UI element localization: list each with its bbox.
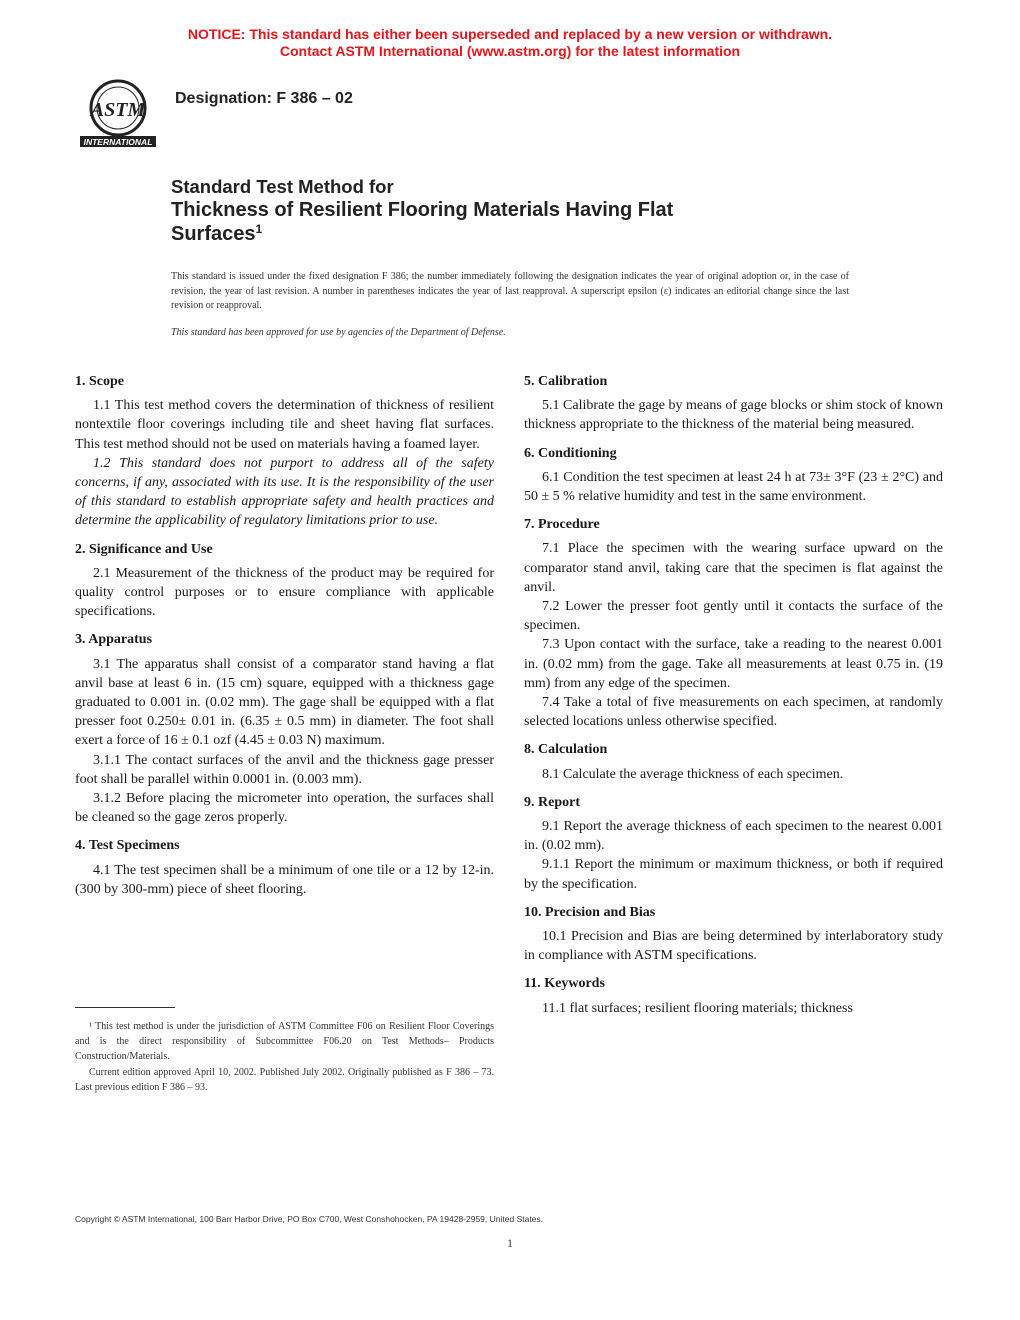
issuance-statement: This standard is issued under the fixed designation F 386; the number immediately following the designation indicates the year of original adoption or, in the case of revision, the year of last revision. A number in parentheses indicates the year of last reapproval. A superscript epsilon (ε) indicates an editorial change since the last revision or reapproval. xyxy=(171,271,849,312)
section-heading: 10. Precision and Bias xyxy=(524,904,656,920)
section-heading: 7. Procedure xyxy=(524,517,600,533)
title-line-2: Thickness of Resilient Flooring Materials Having Flat xyxy=(171,199,674,221)
paragraph: 3.1.2 Before placing the micrometer into operation, the surfaces shall be cleaned so the gage zeros properly. xyxy=(75,791,494,826)
astm-logo-bottom-text: INTERNATIONAL xyxy=(83,137,153,147)
paragraph: 10.1 Precision and Bias are being determined by interlaboratory study in compliance with ASTM specifications. xyxy=(524,929,943,964)
section-calibration xyxy=(524,372,943,435)
title-line-3 xyxy=(171,222,871,246)
astm-logo-icon xyxy=(76,76,160,152)
section-heading: 8. Calculation xyxy=(524,742,608,758)
title-line-1: Standard Test Method for xyxy=(171,176,394,197)
paragraph: 2.1 Measurement of the thickness of the product may be required for quality control purposes or to ensure compliance with applicable specifications. xyxy=(75,565,494,620)
section-test-specimens xyxy=(75,836,494,899)
notice-line-2: Contact ASTM International (www.astm.org) for the latest information xyxy=(279,43,741,59)
section-procedure xyxy=(524,515,943,731)
section-heading: 3. Apparatus xyxy=(75,632,153,648)
section-heading: 4. Test Specimens xyxy=(75,838,180,854)
left-column xyxy=(75,372,494,908)
section-heading: 11. Keywords xyxy=(524,976,605,992)
right-column xyxy=(524,372,943,1027)
section-keywords xyxy=(524,974,943,1017)
section-heading: 2. Significance and Use xyxy=(75,541,213,557)
section-precision-bias xyxy=(524,903,943,966)
section-heading: 6. Conditioning xyxy=(524,445,617,461)
paragraph: 6.1 Condition the test specimen at least 24 h at 73± 3°F (23 ± 2°C) and 50 ± 5 % relative humidity and test in the same environment. xyxy=(524,469,943,505)
title-line-3-text: Surfaces xyxy=(171,223,256,245)
paragraph: 4.1 The test specimen shall be a minimum of one tile or a 12 by 12-in. (300 by 300-mm) piece of sheet flooring. xyxy=(75,862,494,897)
section-conditioning xyxy=(524,444,943,507)
paragraph: 11.1 flat surfaces; resilient flooring materials; thickness xyxy=(542,1000,853,1016)
designation: Designation: F 386 – 02 xyxy=(175,90,353,107)
section-heading: 9. Report xyxy=(524,794,580,810)
astm-logo-top-text: ASTM xyxy=(90,99,146,121)
copyright-line: Copyright © ASTM International, 100 Barr Harbor Drive, PO Box C700, West Conshohocken, PA 19428-2959, United States. xyxy=(75,1214,544,1224)
paragraph: 5.1 Calibrate the gage by means of gage blocks or shim stock of known thickness appropriate to the thickness of the material being measured. xyxy=(524,398,943,433)
section-scope xyxy=(75,372,494,531)
paragraph: 7.1 Place the specimen with the wearing surface upward on the comparator stand anvil, taking care that the specimen is flat against the anvil. xyxy=(524,541,943,595)
section-heading: 1. Scope xyxy=(75,374,124,389)
paragraph: 1.2 This standard does not purport to address all of the safety concerns, if any, associated with its use. It is the responsibility of the user of this standard to establish appropriate safety and health practices and determine the applicability of regulatory limitations prior to use. xyxy=(75,455,494,529)
astm-logo xyxy=(76,76,160,152)
document-title xyxy=(171,176,871,246)
paragraph: 9.1 Report the average thickness of each specimen to the nearest 0.001 in. (0.02 mm). xyxy=(524,819,943,854)
footnotes xyxy=(75,1019,494,1095)
paragraph: 8.1 Calculate the average thickness of each specimen. xyxy=(542,766,844,782)
section-report xyxy=(524,793,943,894)
paragraph: 3.1.1 The contact surfaces of the anvil and the thickness gage presser foot shall be parallel within 0.0001 in. (0.003 mm). xyxy=(75,752,494,787)
paragraph: 7.4 Take a total of five measurements on each specimen, at randomly selected locations unless otherwise specified. xyxy=(524,695,943,730)
paragraph: 9.1.1 Report the minimum or maximum thickness, or both if required by the specification. xyxy=(524,857,943,892)
paragraph: 1.1 This test method covers the determination of thickness of resilient nontextile floor coverings including tile and sheet having flat surfaces. This test method should not be used on materials having a foamed layer. xyxy=(75,398,494,452)
section-heading: 5. Calibration xyxy=(524,374,608,389)
title-footnote-ref: 1 xyxy=(255,222,263,236)
notice-line-1: NOTICE: This standard has either been superseded and replaced by a new version or withdrawn. xyxy=(187,26,833,42)
dod-approval-statement: This standard has been approved for use by agencies of the Department of Defense. xyxy=(171,327,506,338)
paragraph: 3.1 The apparatus shall consist of a comparator stand having a flat anvil base at least 6 in. (15 cm) square, equipped with a thickness gage graduated to 0.001 in. (0.02 mm). The gage shall be equipped with a flat presser foot 0.250± 0.01 in. (6.35 ± 0.5 mm) in diameter. The foot shall exert a force of 16 ± 0.1 ozf (4.45 ± 0.03 N) maximum. xyxy=(75,656,494,749)
page-number: 1 xyxy=(507,1236,513,1250)
withdrawal-notice xyxy=(0,26,1020,60)
footnote-1: ¹ This test method is under the jurisdiction of ASTM Committee F06 on Resilient Floor Coverings and is the direct responsibility of Subcommittee F06.20 on Test Methods– Products Construction/Materials. xyxy=(75,1021,494,1063)
section-apparatus xyxy=(75,630,494,827)
footnote-edition: Current edition approved April 10, 2002. Published July 2002. Originally published as F 386 – 73. Last previous edition F 386 – 93. xyxy=(75,1066,494,1093)
paragraph: 7.3 Upon contact with the surface, take a reading to the nearest 0.001 in. (0.02 mm) from the gage. Take all measurements at least 0.75 in. (19 mm) from any edge of the specimen. xyxy=(524,637,943,691)
footnote-divider xyxy=(75,1007,175,1008)
section-calculation xyxy=(524,740,943,783)
paragraph: 7.2 Lower the presser foot gently until it contacts the surface of the specimen. xyxy=(524,599,943,634)
section-significance xyxy=(75,540,494,622)
